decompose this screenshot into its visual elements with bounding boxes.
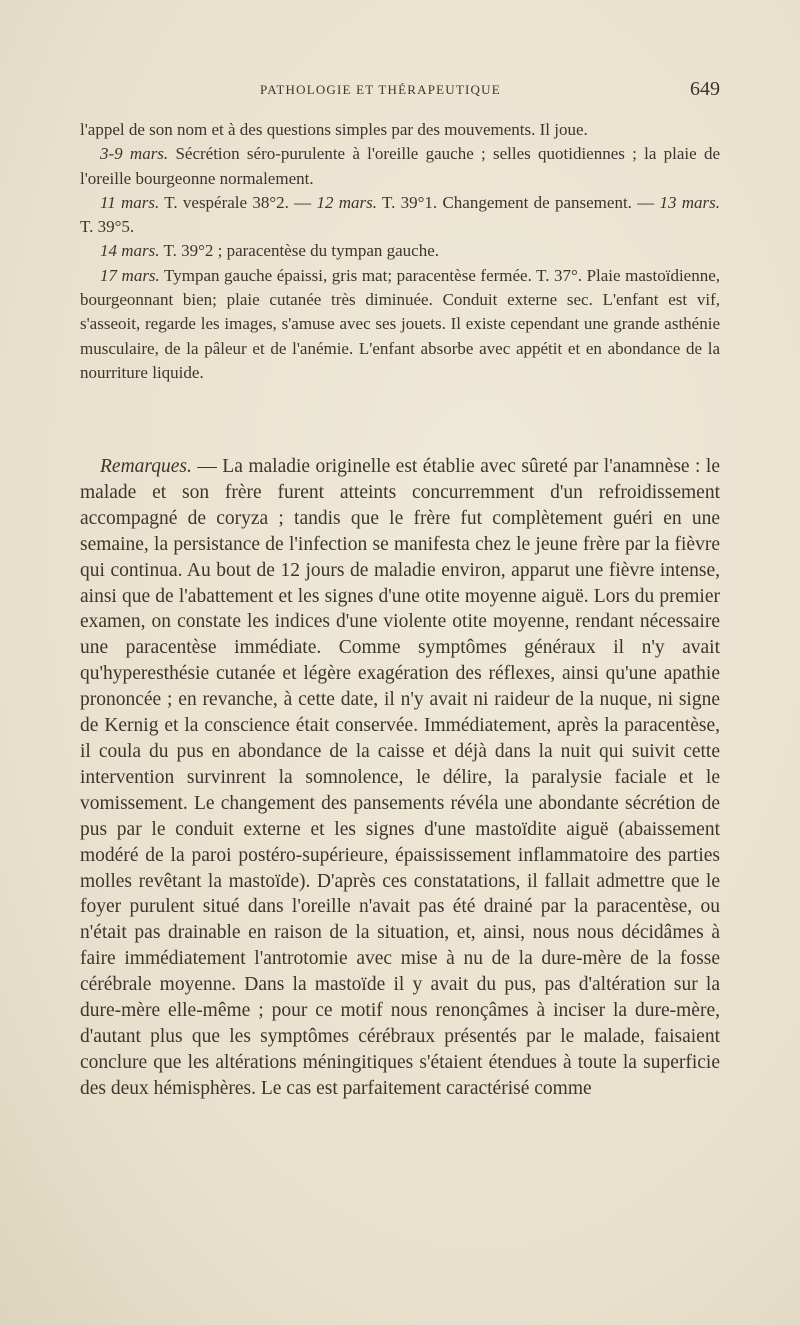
running-title: PATHOLOGIE ET THÉRAPEUTIQUE	[260, 82, 501, 97]
page-header	[80, 78, 720, 102]
remarks-paragraph	[80, 454, 720, 1102]
date-label: 3-9 mars.	[100, 144, 169, 164]
remarks-text: — La maladie originelle est établie avec sûreté par l'anamnèse : le malade et son frère furent atteints concurremment d'un refroidissement accompagné de coryza ; tandis que le frère fut complètement guéri en une semaine, la persistance de l'infection se manifesta chez le jeune frère par la fièvre qui continua. Au bout de 12 jours de maladie environ, apparut une fièvre intense, ainsi que de l'abattement et les signes d'une otite moyenne aiguë. Lors du premier examen, on constate les indices d'une violente otite moyenne, rendant nécessaire une paracentèse immédiate. Comme symptômes généraux il n'y avait qu'hyperesthésie cutanée et légère exagération des réflexes, ainsi qu'une apathie prononcée ; en revanche, à cette date, il n'y avait ni raideur de la nuque, ni signe de Kernig et la conscience était conservée. Immédiatement, après la paracentèse, il coula du pus en abondance de la caisse et déjà dans la nuit qui suivit cette intervention survinrent la somnolence, le délire, la paralysie faciale et le vomissement. Le changement des pansements révéla une abondante sécrétion de pus par le conduit externe et les signes d'une mastoïdite aiguë (abaissement modéré de la paroi postéro-supérieure, épaississement inflammatoire des parties molles revêtant la mastoïde). D'après ces constatations, il fallait admettre que le foyer purulent situé dans l'oreille n'avait pas été drainé par la paracentèse, ou n'était pas drainable en raison de la situation, et, ainsi, nous nous décidâmes à faire immédiatement l'antrotomie avec mise à nu de la dure-mère de la fosse cérébrale moyenne. Dans la mastoïde il y avait du pus, pas d'altération sur la dure-mère elle-même ; pour ce motif nous renonçâmes à inciser la dure-mère, d'autant plus que les symptômes cérébraux présentés par le malade, faisaient conclure que les altérations méningitiques s'étaient étendues à toute la superficie des deux hémisphères. Le cas est parfaitement caractérisé comme	[80, 456, 720, 1099]
remarks-section	[80, 454, 720, 1102]
notes-paragraph-5: 17 mars. Tympan gauche épaissi, gris mat; paracentèse fermée. T. 37°. Plaie mastoïdienne, bourgeonnant bien; plaie cutanée très diminuée. Conduit externe sec. L'enfant est vif, s'asseoit, regarde les images, s'amuse avec ses jouets. Il existe cependant une grande asthénie musculaire, de la pâleur et de l'anémie. L'enfant absorbe avec appétit et en abondance de la nourriture liquide.	[80, 265, 721, 382]
date-label: 12 mars.	[316, 192, 378, 212]
clinical-notes	[80, 118, 720, 385]
notes-paragraph-1: l'appel de son nom et à des questions simples par des mouvements. Il joue.	[80, 120, 588, 139]
page-number: 649	[690, 78, 720, 100]
notes-paragraph-4: 14 mars. T. 39°2 ; paracentèse du tympan gauche.	[100, 241, 440, 261]
date-label: 11 mars.	[100, 192, 160, 212]
notes-paragraph-2: 3-9 mars. Sécrétion séro-purulente à l'oreille gauche ; selles quotidiennes ; la plaie de l'oreille bourgeonne normalement.	[80, 144, 720, 188]
notes-paragraph-3: 11 mars. T. vespérale 38°2. — 12 mars. T. 39°1. Changement de pansement. — 13 mars. T. 39°5.	[80, 192, 721, 237]
date-label: 17 mars.	[100, 265, 160, 285]
date-label: 14 mars.	[100, 241, 160, 261]
date-label: 13 mars.	[659, 192, 721, 212]
remarks-heading: Remarques.	[100, 456, 192, 477]
